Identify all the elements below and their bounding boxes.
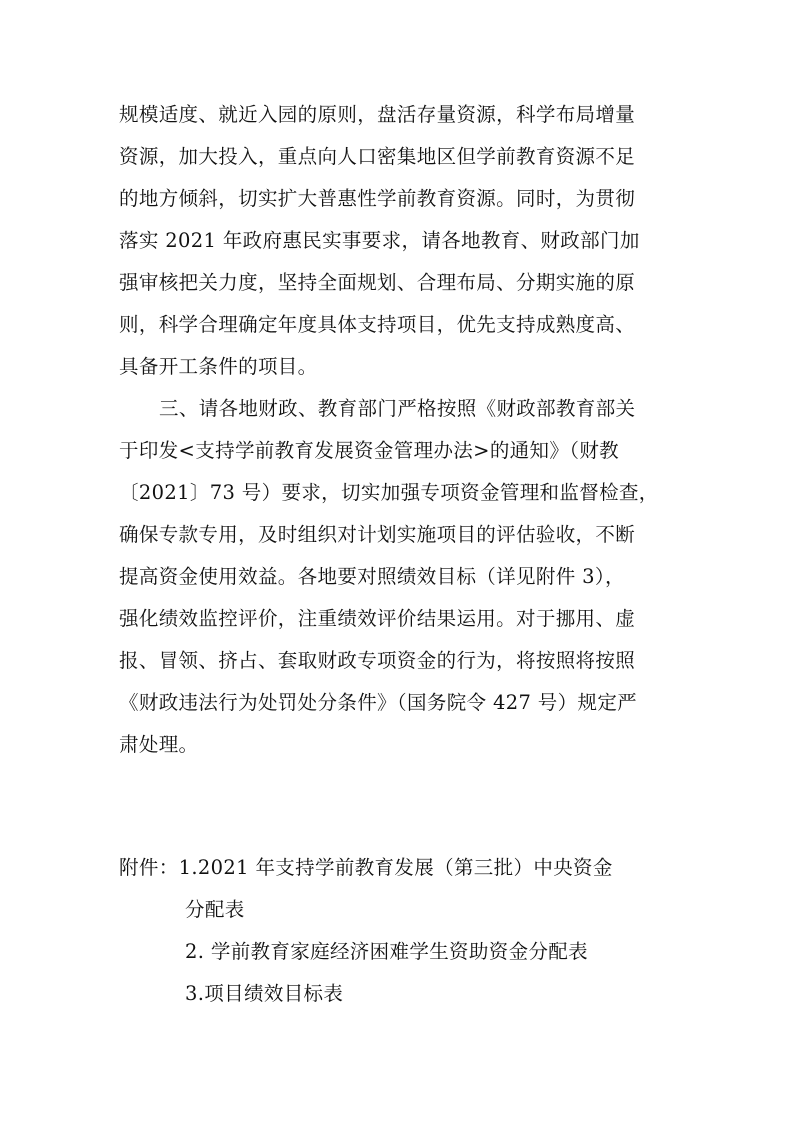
section-three-line-9: 肃处理。 bbox=[119, 733, 199, 756]
section-three-line-7: 报、冒领、挤占、套取财政专项资金的行为，将按照将按照 bbox=[119, 649, 636, 672]
section-three-line-3: 〔2021〕73 号）要求，切实加强专项资金管理和监督检查， bbox=[119, 481, 659, 504]
section-three-line-1: 三、请各地财政、教育部门严格按照《财政部教育部关 bbox=[159, 397, 636, 420]
body-line-4: 落实 2021 年政府惠民实事要求，请各地教育、财政部门加 bbox=[119, 229, 640, 252]
body-line-1: 规模适度、就近入园的原则，盘活存量资源，科学布局增量 bbox=[119, 103, 636, 126]
section-three-line-2: 于印发<支持学前教育发展资金管理办法>的通知》（财教 bbox=[119, 439, 620, 462]
body-line-7: 具备开工条件的项目。 bbox=[119, 355, 318, 378]
attachment-label-text: 附件： bbox=[119, 856, 179, 879]
attachment-item-1-continued: 分配表 bbox=[185, 898, 245, 921]
section-three-line-8: 《财政违法行为处罚处分条件》（国务院令 427 号）规定严 bbox=[119, 691, 638, 714]
body-line-3: 的地方倾斜，切实扩大普惠性学前教育资源。同时，为贯彻 bbox=[119, 187, 636, 210]
attachment-label bbox=[119, 856, 613, 880]
attachment-item-1: 1.2021 年支持学前教育发展（第三批）中央资金 bbox=[178, 856, 613, 879]
body-line-2: 资源，加大投入，重点向人口密集地区但学前教育资源不足 bbox=[119, 145, 636, 168]
section-three-line-5: 提高资金使用效益。各地要对照绩效目标（详见附件 3）， bbox=[119, 565, 625, 588]
body-line-6: 则，科学合理确定年度具体支持项目，优先支持成熟度高、 bbox=[119, 313, 636, 336]
section-three-line-6: 强化绩效监控评价，注重绩效评价结果运用。对于挪用、虚 bbox=[119, 607, 636, 630]
attachment-item-3: 3.项目绩效目标表 bbox=[185, 982, 344, 1005]
body-line-5: 强审核把关力度，坚持全面规划、合理布局、分期实施的原 bbox=[119, 271, 636, 294]
attachment-item-2: 2. 学前教育家庭经济困难学生资助资金分配表 bbox=[185, 940, 589, 963]
section-three-line-4: 确保专款专用，及时组织对计划实施项目的评估验收，不断 bbox=[119, 523, 636, 546]
